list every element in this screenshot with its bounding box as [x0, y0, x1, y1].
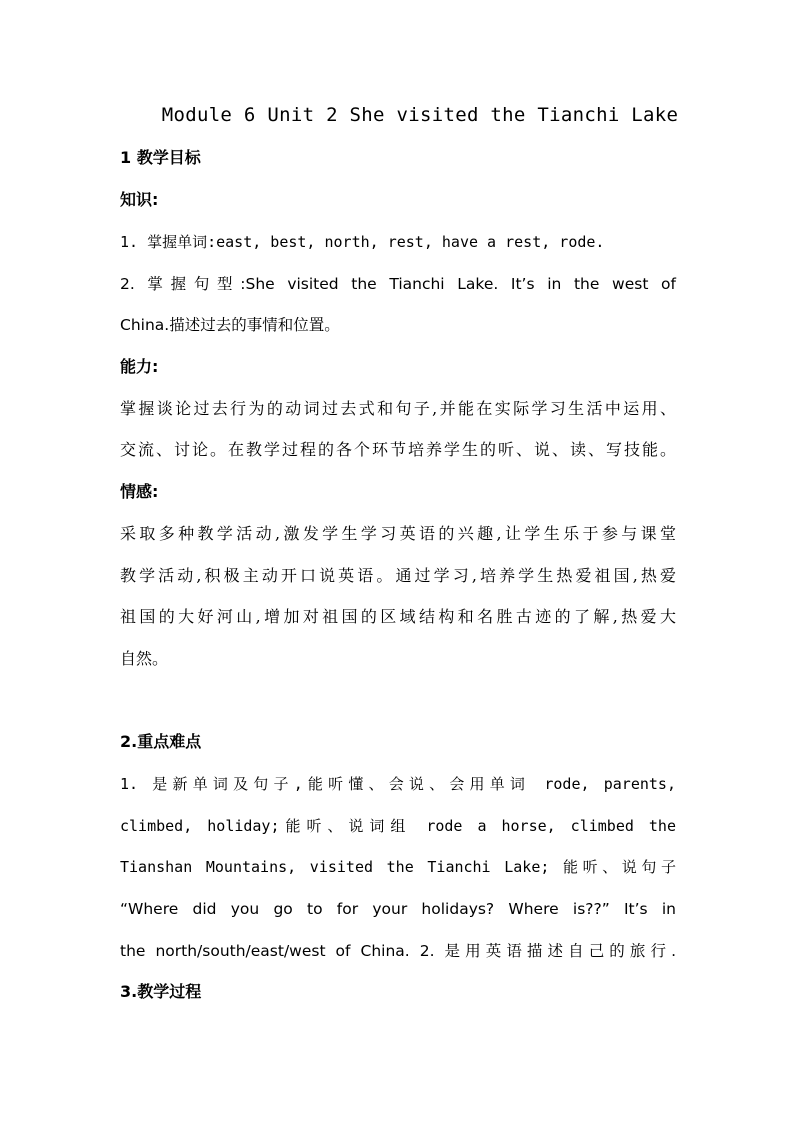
- key-points-line-5: the north/south/east/west of China. 2. 是用英语描述自己的旅行.: [120, 942, 676, 960]
- section-heading-teaching-process: 3.教学过程: [120, 982, 202, 1001]
- subheading-emotion: 情感:: [120, 482, 159, 501]
- emotion-line-4: 自然。: [120, 649, 169, 668]
- emotion-line-1: 采取多种教学活动,激发学生学习英语的兴趣,让学生乐于参与课堂: [120, 524, 676, 543]
- subheading-ability: 能力:: [120, 357, 159, 376]
- key-points-line-1: 1. 是新单词及句子,能听懂、会说、会用单词 rode, parents,: [120, 775, 676, 793]
- knowledge-item-2-line-1: 2. 掌握句型:She visited the Tianchi Lake. It’s in the west of: [120, 275, 676, 293]
- section-heading-objectives: 1 教学目标: [120, 148, 201, 167]
- emotion-line-2: 教学活动,积极主动开口说英语。通过学习,培养学生热爱祖国,热爱: [120, 566, 676, 585]
- ability-line-1: 掌握谈论过去行为的动词过去式和句子,并能在实际学习生活中运用、: [120, 399, 676, 418]
- ability-line-2: 交流、讨论。在教学过程的各个环节培养学生的听、说、读、写技能。: [120, 440, 676, 459]
- key-points-line-2: climbed, holiday;能听、说词组 rode a horse, climbed the: [120, 817, 676, 835]
- emotion-line-3: 祖国的大好河山,增加对祖国的区域结构和名胜古迹的了解,热爱大: [120, 607, 676, 626]
- knowledge-item-2-line-2: China.描述过去的事情和位置。: [120, 316, 340, 334]
- subheading-knowledge: 知识:: [120, 190, 159, 209]
- key-points-line-4: “Where did you go to for your holidays? Where is??” It’s in: [120, 900, 676, 918]
- page-title: Module 6 Unit 2 She visited the Tianchi Lake: [161, 104, 679, 126]
- knowledge-item-1: 1. 掌握单词:east, best, north, rest, have a rest, rode.: [120, 233, 605, 251]
- key-points-line-3: Tianshan Mountains, visited the Tianchi Lake; 能听、说句子: [120, 858, 676, 876]
- section-heading-key-points: 2.重点难点: [120, 732, 202, 751]
